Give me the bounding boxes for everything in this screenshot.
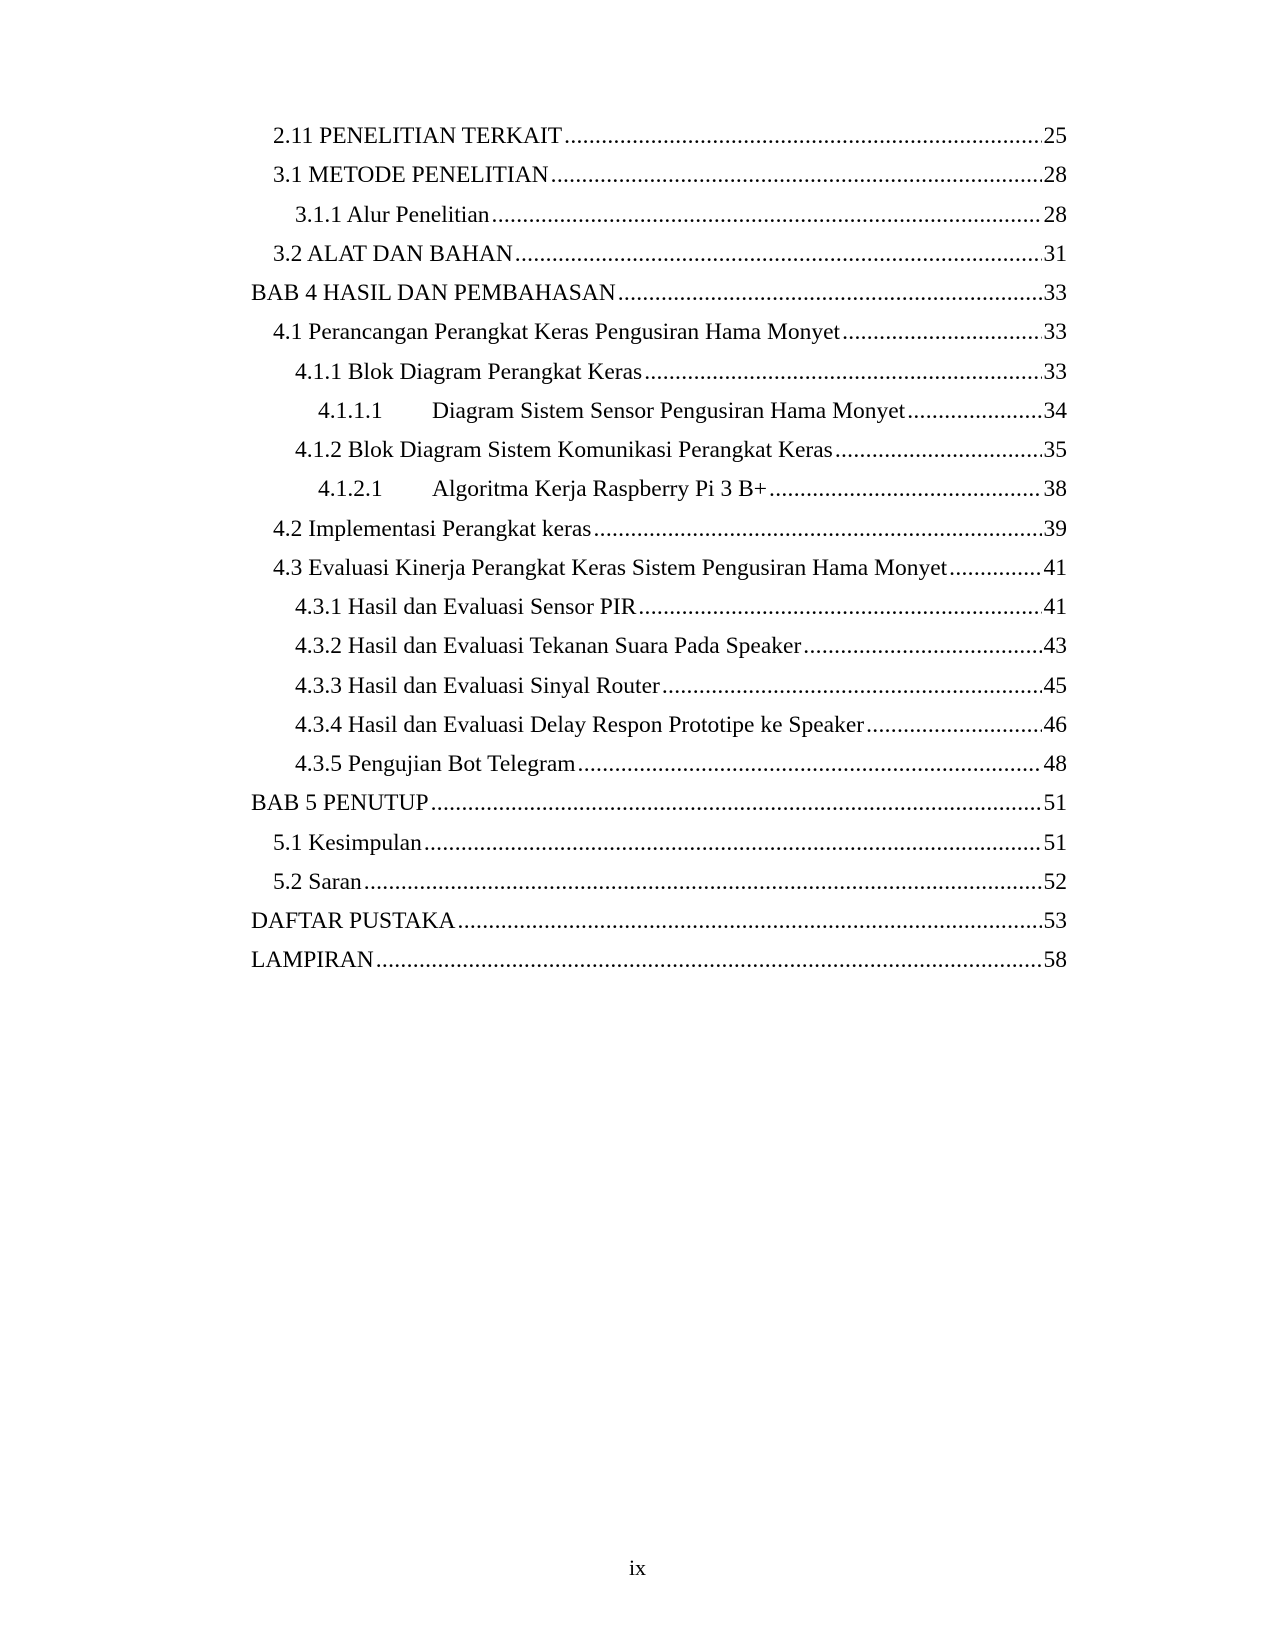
toc-entry[interactable] (251, 941, 1067, 980)
dot-leader (564, 117, 1041, 156)
toc-entry[interactable] (251, 196, 1067, 235)
toc-entry[interactable] (251, 392, 1067, 431)
toc-entry-number: 4.1.1.1 (318, 397, 383, 424)
toc-entry-page: 33 (1043, 319, 1067, 346)
dot-leader (644, 353, 1041, 392)
toc-entry-title: 4.3.2 Hasil dan Evaluasi Tekanan Suara Pada Speaker (295, 633, 802, 660)
toc-entry-page: 43 (1043, 633, 1067, 660)
toc-entry-title: LAMPIRAN (251, 947, 374, 974)
dot-leader (492, 196, 1042, 235)
toc-entry[interactable] (251, 627, 1067, 666)
toc-entry-page: 51 (1043, 790, 1067, 817)
toc-entry-page: 58 (1043, 947, 1067, 974)
dot-leader (618, 274, 1042, 313)
toc-entry-page: 45 (1043, 672, 1067, 699)
dot-leader (578, 745, 1042, 784)
toc-entry-page: 52 (1043, 868, 1067, 895)
dot-leader (769, 470, 1041, 509)
toc-entry-title: BAB 5 PENUTUP (251, 790, 429, 817)
dot-leader (638, 588, 1041, 627)
dot-leader (551, 156, 1042, 195)
page-number: ix (628, 1555, 647, 1580)
dot-leader (593, 510, 1041, 549)
toc-entry-page: 34 (1043, 397, 1067, 424)
toc-entry-title: 2.11 PENELITIAN TERKAIT (273, 123, 563, 149)
toc-entry-title: 3.1.1 Alur Penelitian (295, 201, 490, 228)
toc-entry-page: 38 (1043, 476, 1067, 503)
toc-entry-page: 41 (1043, 554, 1067, 581)
toc-entry-title: 5.2 Saran (273, 868, 362, 895)
toc-entry-title: 4.2 Implementasi Perangkat keras (273, 515, 592, 542)
toc-entry-page: 51 (1043, 829, 1067, 856)
toc-entry[interactable] (251, 235, 1067, 274)
toc-entry[interactable] (251, 863, 1067, 902)
toc-entry-page: 46 (1043, 711, 1067, 738)
dot-leader (949, 549, 1041, 588)
toc-entry-title: 4.3.5 Pengujian Bot Telegram (295, 751, 576, 777)
toc-entry-title: 4.3.3 Hasil dan Evaluasi Sinyal Router (295, 672, 660, 699)
toc-entry[interactable] (251, 667, 1067, 706)
toc-entry-page: 41 (1043, 594, 1067, 620)
toc-entry-title: 4.3 Evaluasi Kinerja Perangkat Keras Sistem Pengusiran Hama Monyet (273, 554, 948, 581)
toc-entry-title: 3.1 METODE PENELITIAN (273, 162, 549, 189)
dot-leader (803, 627, 1041, 666)
toc-entry[interactable] (251, 706, 1067, 745)
toc-entry-page: 35 (1043, 437, 1067, 463)
toc-entry-title: 4.1 Perancangan Perangkat Keras Pengusiran Hama Monyet (273, 319, 841, 346)
toc-entry[interactable] (251, 431, 1067, 470)
toc-entry[interactable] (251, 745, 1067, 784)
toc-entry-title: 4.3.4 Hasil dan Evaluasi Delay Respon Prototipe ke Speaker (295, 711, 865, 738)
dot-leader (907, 392, 1041, 431)
toc-entry[interactable] (251, 156, 1067, 195)
toc-entry-title: 5.1 Kesimpulan (273, 829, 422, 856)
toc-entry-page: 53 (1043, 908, 1067, 934)
toc-entry[interactable] (251, 313, 1067, 352)
toc-entry-page: 48 (1043, 751, 1067, 777)
table-of-contents (251, 117, 1067, 981)
toc-entry-title: DAFTAR PUSTAKA (251, 908, 456, 934)
toc-entry[interactable] (251, 902, 1067, 941)
toc-entry[interactable] (251, 510, 1067, 549)
toc-entry-page: 28 (1043, 201, 1067, 228)
dot-leader (515, 235, 1042, 274)
toc-entry-title: 4.3.1 Hasil dan Evaluasi Sensor PIR (295, 594, 637, 620)
toc-entry[interactable] (251, 588, 1067, 627)
toc-entry-page: 39 (1043, 515, 1067, 542)
toc-entry-page: 33 (1043, 358, 1067, 385)
toc-entry-page: 33 (1043, 280, 1067, 306)
dot-leader (376, 941, 1042, 980)
dot-leader (662, 667, 1042, 706)
dot-leader (866, 706, 1041, 745)
dot-leader (835, 431, 1042, 470)
toc-entry-title: Diagram Sistem Sensor Pengusiran Hama Monyet (432, 397, 906, 424)
toc-entry-page: 28 (1043, 162, 1067, 189)
toc-entry[interactable] (251, 784, 1067, 823)
toc-entry[interactable] (251, 470, 1067, 509)
toc-entry-page: 31 (1043, 240, 1067, 267)
toc-entry[interactable] (251, 353, 1067, 392)
toc-entry-title: 4.1.2 Blok Diagram Sistem Komunikasi Perangkat Keras (295, 437, 833, 463)
dot-leader (842, 313, 1041, 352)
dot-leader (431, 784, 1042, 823)
toc-entry-title: 4.1.1 Blok Diagram Perangkat Keras (295, 358, 643, 385)
toc-entry[interactable] (251, 117, 1067, 156)
toc-entry-page: 25 (1043, 123, 1067, 149)
toc-entry-title: Algoritma Kerja Raspberry Pi 3 B+ (432, 476, 768, 503)
toc-entry[interactable] (251, 274, 1067, 313)
toc-entry-number: 4.1.2.1 (318, 476, 383, 503)
dot-leader (458, 902, 1042, 941)
toc-entry[interactable] (251, 824, 1067, 863)
dot-leader (424, 824, 1042, 863)
toc-entry-title: BAB 4 HASIL DAN PEMBAHASAN (251, 280, 616, 306)
toc-entry-title: 3.2 ALAT DAN BAHAN (273, 240, 513, 267)
toc-entry[interactable] (251, 549, 1067, 588)
dot-leader (364, 863, 1042, 902)
